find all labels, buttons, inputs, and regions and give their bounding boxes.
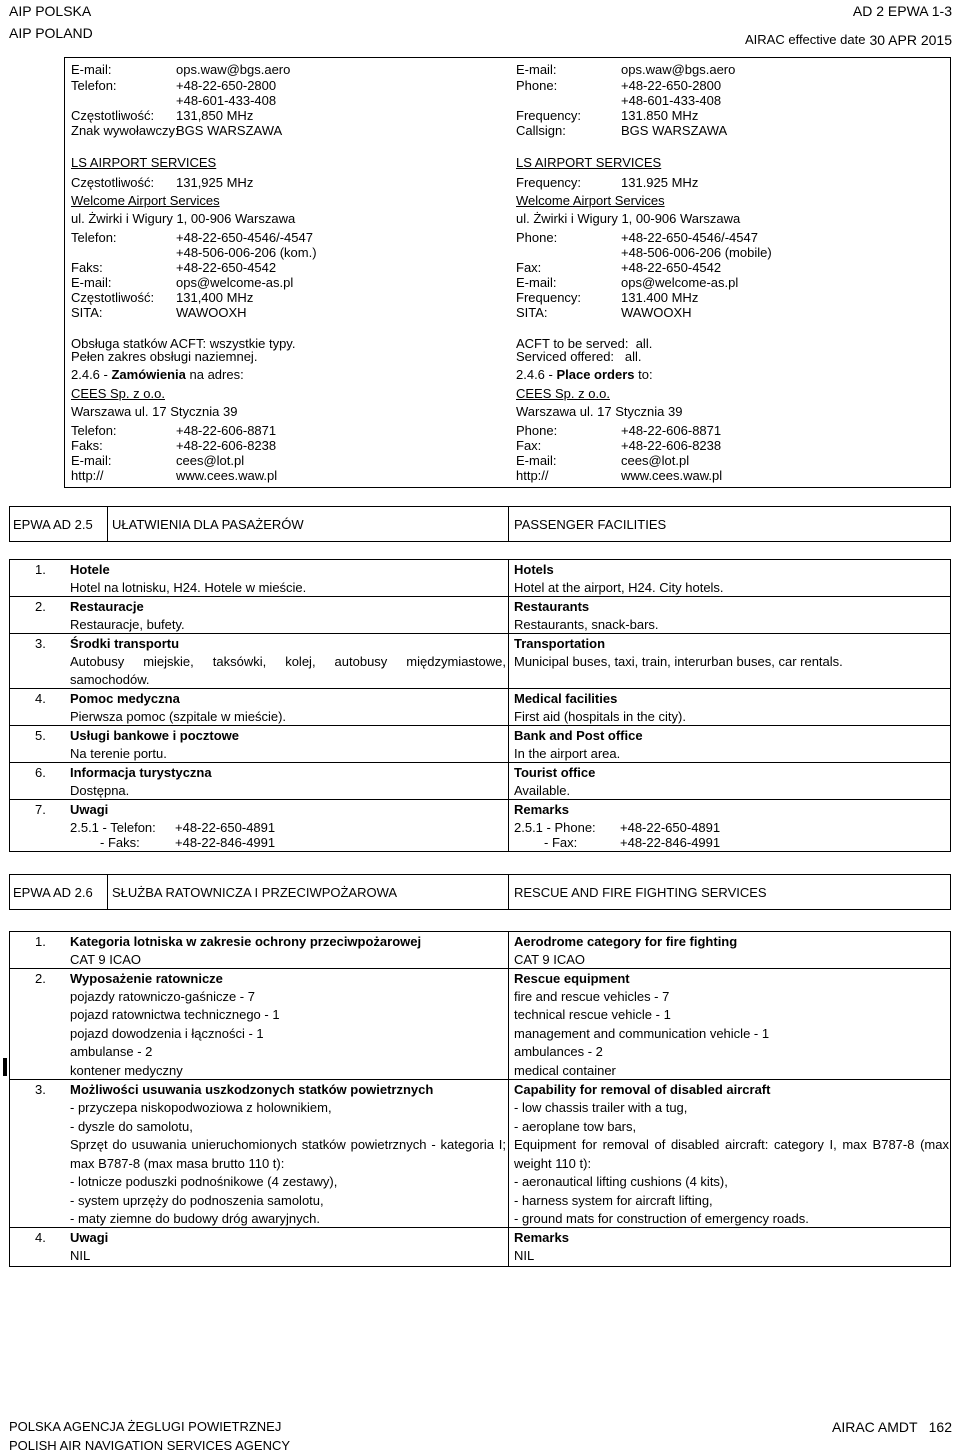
label: Callsign: (516, 123, 566, 138)
item-heading-pl: Uwagi (70, 1230, 109, 1245)
label: Częstotliwość: (71, 175, 155, 190)
removal-en: - ground mats for construction of emergency roads. (514, 1211, 809, 1226)
item-text-pl: Restauracje, bufety. (70, 617, 185, 632)
item-number: 2. (35, 599, 46, 614)
item-text-pl: Dostępna. (70, 783, 130, 798)
ls-title: LS AIRPORT SERVICES (71, 155, 217, 170)
label: Częstotliwość: (71, 290, 155, 305)
section-title-pl: UŁATWIENIA DLA PASAŻERÓW (112, 517, 304, 532)
removal-pl: - lotnicze poduszki podnośnikowe (4 zestawy), (70, 1174, 338, 1189)
item-text-pl: CAT 9 ICAO (70, 952, 142, 967)
item-text-pl: NIL (70, 1248, 91, 1263)
item-text-en: In the airport area. (514, 746, 621, 761)
label: SITA: (516, 305, 548, 320)
footer-amdt: AIRAC AMDT (832, 1419, 918, 1435)
cees-name: CEES Sp. z o.o. (71, 386, 165, 401)
label: Znak wywoławczy: (71, 123, 179, 138)
divider (508, 559, 509, 852)
label: http:// (71, 468, 104, 483)
removal-pl: Sprzęt do usuwania unieruchomionych statków powietrznych - kategoria I; (70, 1137, 506, 1152)
item-text-en: NIL (514, 1248, 535, 1263)
acft-text: ACFT to be served: all. (516, 336, 653, 351)
equipment-en: technical rescue vehicle - 1 (514, 1007, 671, 1022)
removal-pl: - dyszle do samolotu, (70, 1119, 193, 1134)
address: ul. Żwirki i Wigury 1, 00-906 Warszawa (516, 211, 741, 226)
label: Faks: (71, 438, 103, 453)
item-number: 6. (35, 765, 46, 780)
section-code: EPWA AD 2.5 (13, 517, 93, 532)
airac-date: 30 APR 2015 (869, 32, 952, 48)
divider (508, 874, 509, 910)
value: 131,925 MHz (176, 175, 254, 190)
item-heading-pl: Informacja turystyczna (70, 765, 212, 780)
value: www.cees.waw.pl (176, 468, 278, 483)
row-divider (9, 968, 951, 969)
footer-agency-pl: POLSKA AGENCJA ŻEGLUGI POWIETRZNEJ (9, 1419, 282, 1434)
value: +48-22-606-8238 (621, 438, 722, 453)
header-left-1: AIP POLSKA (9, 3, 92, 19)
value: +48-22-650-2800 (621, 78, 722, 93)
value: ops@welcome-as.pl (621, 275, 739, 290)
removal-pl: - maty ziemne do budowy dróg awaryjnych. (70, 1211, 321, 1226)
airac-label: AIRAC effective date (745, 32, 866, 47)
remark-label: 2.5.1 - Telefon: (70, 820, 156, 835)
item-heading-pl: Hotele (70, 562, 110, 577)
value: BGS WARSZAWA (621, 123, 728, 138)
equipment-en: management and communication vehicle - 1 (514, 1026, 770, 1041)
label: Frequency: (516, 108, 582, 123)
section-title-pl: SŁUŻBA RATOWNICZA I PRZECIWPOŻAROWA (112, 885, 398, 900)
label: E-mail: (71, 275, 112, 290)
removal-en: Equipment for removal of disabled aircraft: category I, max B787-8 (max (514, 1137, 949, 1152)
address: ul. Żwirki i Wigury 1, 00-906 Warszawa (71, 211, 296, 226)
row-divider (9, 688, 951, 689)
orders-line (516, 366, 653, 384)
remark-value: +48-22-650-4891 (620, 820, 721, 835)
item-heading-pl: Usługi bankowe i pocztowe (70, 728, 240, 743)
item-number: 1. (35, 934, 46, 949)
item-text-pl (70, 653, 506, 671)
item-heading-en: Rescue equipment (514, 971, 630, 986)
divider (508, 506, 509, 542)
item-heading-en: Hotels (514, 562, 554, 577)
equipment-pl: pojazdy ratowniczo-gaśnicze - 7 (70, 989, 255, 1004)
label: Fax: (516, 260, 542, 275)
header-left-2: AIP POLAND (9, 25, 93, 41)
item-number: 1. (35, 562, 46, 577)
item-heading-en: Capability for removal of disabled aircraft (514, 1082, 771, 1097)
remark-value: +48-22-846-4991 (175, 835, 276, 850)
value: +48-22-650-4546/-4547 (176, 230, 313, 245)
label: Częstotliwość: (71, 108, 155, 123)
removal-en-justified (514, 1136, 949, 1154)
footer-page-number: 162 (928, 1419, 952, 1435)
divider (508, 931, 509, 1267)
label: E-mail: (516, 62, 557, 77)
header-right-1: AD 2 EPWA 1-3 (852, 3, 952, 19)
cees-name: CEES Sp. z o.o. (516, 386, 610, 401)
item-text-en: Hotel at the airport, H24. City hotels. (514, 580, 724, 595)
remark-label: 2.5.1 - Phone: (514, 820, 596, 835)
cees-address: Warszawa ul. 17 Stycznia 39 (71, 404, 238, 419)
welcome-title: Welcome Airport Services (71, 193, 220, 208)
footer-agency-en: POLISH AIR NAVIGATION SERVICES AGENCY (9, 1438, 291, 1453)
label: SITA: (71, 305, 103, 320)
removal-en: - aeronautical lifting cushions (4 kits), (514, 1174, 728, 1189)
equipment-pl: pojazd dowodzenia i łączności - 1 (70, 1026, 264, 1041)
equipment-en: medical container (514, 1063, 616, 1078)
value: 131.850 MHz (621, 108, 699, 123)
value: +48-506-006-206 (mobile) (621, 245, 772, 260)
label: Phone: (516, 78, 558, 93)
equipment-pl: kontener medyczny (70, 1063, 183, 1078)
orders-suffix: to: (634, 367, 653, 382)
acft-text: Obsługa statków ACFT: wszystkie typy. (71, 336, 296, 351)
item-text-pl: Hotel na lotnisku, H24. Hotele w mieście. (70, 580, 307, 595)
item-heading-en: Tourist office (514, 765, 596, 780)
item-text-pl-line2: samochodów. (70, 672, 150, 687)
item-heading-pl: Możliwości usuwania uszkodzonych statków powietrznych (70, 1082, 434, 1097)
removal-en: - low chassis trailer with a tug, (514, 1100, 688, 1115)
cees-address: Warszawa ul. 17 Stycznia 39 (516, 404, 683, 419)
full-text: Serviced offered: all. (516, 349, 642, 364)
item-text-en: Restaurants, snack-bars. (514, 617, 659, 632)
label: Telefon: (71, 423, 117, 438)
equipment-en: fire and rescue vehicles - 7 (514, 989, 670, 1004)
ls-title: LS AIRPORT SERVICES (516, 155, 662, 170)
item-number: 7. (35, 802, 46, 817)
divider (107, 506, 108, 542)
item-heading-pl: Środki transportu (70, 636, 180, 651)
label: Phone: (516, 230, 558, 245)
value: +48-22-650-4546/-4547 (621, 230, 758, 245)
value: +48-22-606-8871 (621, 423, 722, 438)
value: +48-22-606-8238 (176, 438, 277, 453)
value: ops.waw@bgs.aero (621, 62, 736, 77)
item-heading-en: Medical facilities (514, 691, 618, 706)
value: +48-601-433-408 (621, 93, 722, 108)
removal-pl: - przyczepa niskopodwoziowa z holownikiem, (70, 1100, 332, 1115)
removal-pl: max B787-8 (max masa brutto 110 t): (70, 1156, 285, 1171)
label: http:// (516, 468, 549, 483)
item-heading-pl: Wyposażenie ratownicze (70, 971, 223, 986)
remark-label: - Fax: (544, 835, 578, 850)
item-text-pl: Na terenie portu. (70, 746, 167, 761)
label: Frequency: (516, 175, 582, 190)
value: cees@lot.pl (176, 453, 245, 468)
value: +48-506-006-206 (kom.) (176, 245, 317, 260)
label: Phone: (516, 423, 558, 438)
removal-en: - aeroplane tow bars, (514, 1119, 637, 1134)
orders-line (71, 366, 244, 384)
label: E-mail: (71, 62, 112, 77)
item-text-en: Available. (514, 783, 571, 798)
full-text: Pełen zakres obsługi naziemnej. (71, 349, 258, 364)
removal-pl: - system uprzęży do podnoszenia samolotu, (70, 1193, 324, 1208)
label: Fax: (516, 438, 542, 453)
orders-suffix: na adres: (185, 367, 244, 382)
equipment-pl: ambulanse - 2 (70, 1044, 153, 1059)
item-heading-en: Restaurants (514, 599, 590, 614)
label: E-mail: (516, 275, 557, 290)
value: +48-22-606-8871 (176, 423, 277, 438)
value: ops.waw@bgs.aero (176, 62, 291, 77)
label: E-mail: (71, 453, 112, 468)
label: Telefon: (71, 78, 117, 93)
value: 131.925 MHz (621, 175, 699, 190)
item-heading-pl: Kategoria lotniska w zakresie ochrony przeciwpożarowej (70, 934, 422, 949)
section-title-en: PASSENGER FACILITIES (514, 517, 667, 532)
item-heading-en: Transportation (514, 636, 606, 651)
remark-value: +48-22-846-4991 (620, 835, 721, 850)
item-number: 5. (35, 728, 46, 743)
equipment-pl: pojazd ratownictwa technicznego - 1 (70, 1007, 280, 1022)
value: 131.400 MHz (621, 290, 699, 305)
item-number: 2. (35, 971, 46, 986)
removal-en: weight 110 t): (514, 1156, 592, 1171)
row-divider (9, 799, 951, 800)
removal-en: - harness system for aircraft lifting, (514, 1193, 713, 1208)
value: www.cees.waw.pl (621, 468, 723, 483)
remark-value: +48-22-650-4891 (175, 820, 276, 835)
removal-pl-justified (70, 1136, 506, 1154)
orders-bold: Place orders (556, 367, 635, 382)
value: +48-601-433-408 (176, 93, 277, 108)
item-heading-en: Bank and Post office (514, 728, 643, 743)
value: ops@welcome-as.pl (176, 275, 294, 290)
value: WAWOOXH (176, 305, 247, 320)
label: Faks: (71, 260, 103, 275)
value: +48-22-650-2800 (176, 78, 277, 93)
label: Telefon: (71, 230, 117, 245)
orders-bold: Zamówienia (111, 367, 186, 382)
item-heading-en: Remarks (514, 1230, 569, 1245)
divider (107, 874, 108, 910)
orders-prefix: 2.4.6 - (516, 367, 557, 382)
item-number: 3. (35, 636, 46, 651)
label: E-mail: (516, 453, 557, 468)
orders-prefix: 2.4.6 - (71, 367, 112, 382)
value: cees@lot.pl (621, 453, 690, 468)
section-code: EPWA AD 2.6 (13, 885, 93, 900)
value: WAWOOXH (621, 305, 692, 320)
item-text-en: Municipal buses, taxi, train, interurban buses, car rentals. (514, 654, 843, 669)
item-heading-pl: Uwagi (70, 802, 109, 817)
item-text-pl: Pierwsza pomoc (szpitale w mieście). (70, 709, 287, 724)
value: BGS WARSZAWA (176, 123, 283, 138)
item-heading-pl: Pomoc medyczna (70, 691, 180, 706)
welcome-title: Welcome Airport Services (516, 193, 665, 208)
item-text-pl-line1: Autobusy miejskie, taksówki, kolej, autobusy międzymiastowe, (70, 654, 506, 669)
change-bar (3, 1058, 7, 1076)
item-heading-pl: Restauracje (70, 599, 144, 614)
item-heading-en: Remarks (514, 802, 569, 817)
equipment-en: ambulances - 2 (514, 1044, 603, 1059)
item-number: 4. (35, 691, 46, 706)
label: Frequency: (516, 290, 582, 305)
item-heading-en: Aerodrome category for fire fighting (514, 934, 738, 949)
value: 131,400 MHz (176, 290, 254, 305)
section-title-en: RESCUE AND FIRE FIGHTING SERVICES (514, 885, 767, 900)
value: +48-22-650-4542 (621, 260, 722, 275)
item-text-en: First aid (hospitals in the city). (514, 709, 686, 724)
value: +48-22-650-4542 (176, 260, 277, 275)
value: 131,850 MHz (176, 108, 254, 123)
item-number: 3. (35, 1082, 46, 1097)
item-number: 4. (35, 1230, 46, 1245)
remark-label: - Faks: (100, 835, 140, 850)
item-text-en: CAT 9 ICAO (514, 952, 586, 967)
